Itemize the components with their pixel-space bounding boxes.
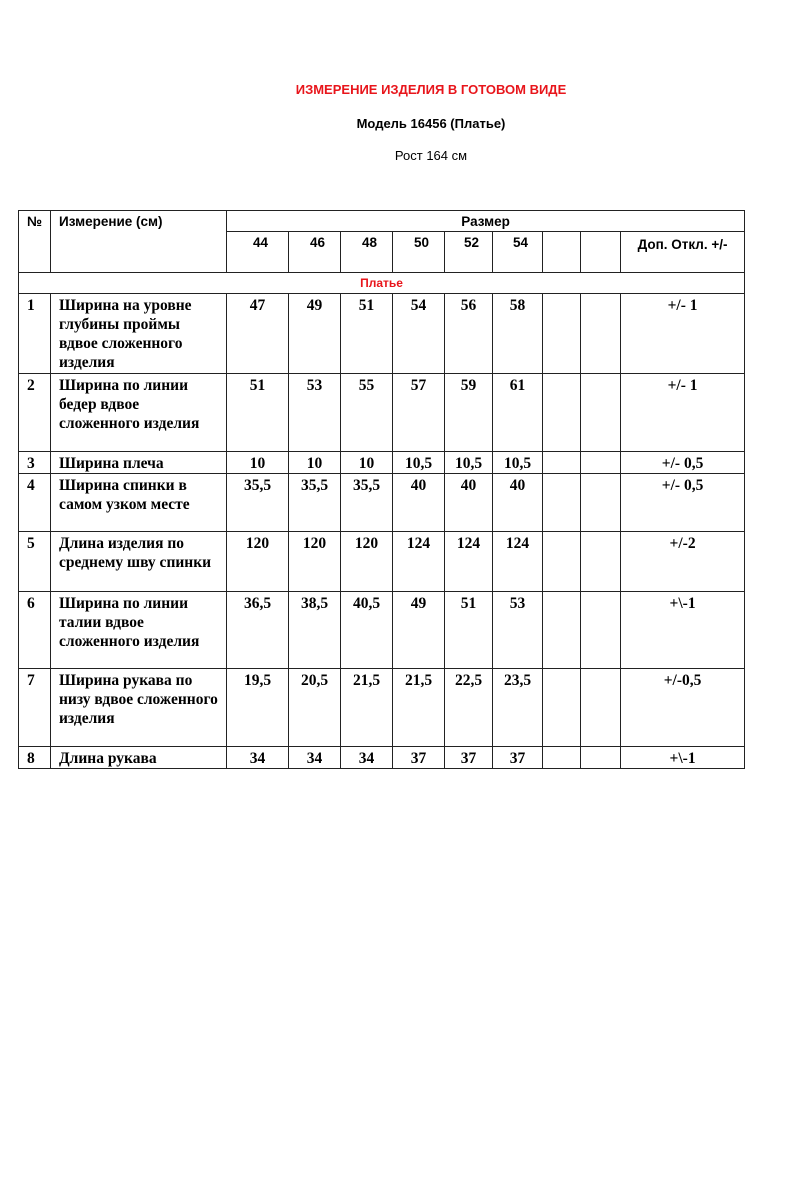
- value-cell: 124: [445, 532, 493, 592]
- value-cell: 120: [227, 532, 289, 592]
- size-header: 44: [227, 232, 289, 273]
- value-cell-empty: [543, 532, 581, 592]
- value-cell: 56: [445, 294, 493, 374]
- measurement-name: Ширина на уровне глубины проймы вдвое сложенного изделия: [51, 294, 227, 374]
- measurement-name: Длина изделия по среднему шву спинки: [51, 532, 227, 592]
- value-cell-empty: [543, 669, 581, 747]
- column-header-tolerance: Доп. Откл. +/-: [621, 232, 745, 273]
- tolerance-cell: +/- 0,5: [621, 452, 745, 474]
- tolerance-cell: +\-1: [621, 592, 745, 669]
- row-number: 4: [19, 474, 51, 532]
- value-cell: 51: [227, 374, 289, 452]
- value-cell: 20,5: [289, 669, 341, 747]
- value-cell: 38,5: [289, 592, 341, 669]
- model-line: Модель 16456 (Платье): [356, 116, 506, 131]
- value-cell: 35,5: [341, 474, 393, 532]
- value-cell-empty: [581, 294, 621, 374]
- value-cell: 35,5: [227, 474, 289, 532]
- header-row: [19, 211, 745, 232]
- value-cell: 51: [341, 294, 393, 374]
- value-cell: 34: [341, 747, 393, 769]
- row-number: 1: [19, 294, 51, 374]
- section-row: [19, 273, 745, 294]
- table-row: [19, 294, 745, 374]
- value-cell-empty: [581, 669, 621, 747]
- value-cell: 40: [493, 474, 543, 532]
- value-cell: 53: [289, 374, 341, 452]
- measurement-name: Ширина спинки в самом узком месте: [51, 474, 227, 532]
- value-cell-empty: [581, 747, 621, 769]
- value-cell: 58: [493, 294, 543, 374]
- value-cell: 23,5: [493, 669, 543, 747]
- value-cell: 55: [341, 374, 393, 452]
- section-label: Платье: [19, 273, 745, 294]
- measurement-name: Длина рукава: [51, 747, 227, 769]
- size-header: 48: [341, 232, 393, 273]
- measurement-table: [18, 210, 745, 769]
- value-cell: 47: [227, 294, 289, 374]
- value-cell: 51: [445, 592, 493, 669]
- value-cell: 53: [493, 592, 543, 669]
- value-cell: 40: [393, 474, 445, 532]
- tolerance-cell: +/- 0,5: [621, 474, 745, 532]
- tolerance-cell: +/- 1: [621, 294, 745, 374]
- value-cell: 59: [445, 374, 493, 452]
- value-cell-empty: [543, 374, 581, 452]
- value-cell: 40,5: [341, 592, 393, 669]
- value-cell-empty: [581, 374, 621, 452]
- measurement-name: Ширина по линии талии вдвое сложенного изделия: [51, 592, 227, 669]
- column-header-measurement: Измерение (см): [51, 211, 227, 273]
- value-cell: 10,5: [493, 452, 543, 474]
- size-header: 50: [393, 232, 445, 273]
- measurement-name: Ширина по линии бедер вдвое сложенного изделия: [51, 374, 227, 452]
- table-row: [19, 452, 745, 474]
- size-header: 46: [289, 232, 341, 273]
- value-cell: 35,5: [289, 474, 341, 532]
- value-cell: 10,5: [393, 452, 445, 474]
- tolerance-cell: +\-1: [621, 747, 745, 769]
- size-header-empty: [581, 232, 621, 273]
- table-row: [19, 747, 745, 769]
- row-number: 3: [19, 452, 51, 474]
- tolerance-cell: +/-2: [621, 532, 745, 592]
- tolerance-cell: +/-0,5: [621, 669, 745, 747]
- value-cell-empty: [543, 592, 581, 669]
- value-cell: 36,5: [227, 592, 289, 669]
- column-header-size: Размер: [227, 211, 745, 232]
- measurement-name: Ширина плеча: [51, 452, 227, 474]
- column-header-number: №: [19, 211, 51, 273]
- value-cell: 37: [445, 747, 493, 769]
- row-number: 8: [19, 747, 51, 769]
- value-cell: 21,5: [393, 669, 445, 747]
- value-cell-empty: [581, 474, 621, 532]
- value-cell: 61: [493, 374, 543, 452]
- value-cell-empty: [543, 474, 581, 532]
- value-cell-empty: [543, 294, 581, 374]
- value-cell: 37: [493, 747, 543, 769]
- value-cell: 124: [393, 532, 445, 592]
- size-header: 54: [493, 232, 543, 273]
- value-cell: 37: [393, 747, 445, 769]
- row-number: 6: [19, 592, 51, 669]
- size-header-empty: [543, 232, 581, 273]
- value-cell: 10: [341, 452, 393, 474]
- row-number: 2: [19, 374, 51, 452]
- row-number: 7: [19, 669, 51, 747]
- measurement-name: Ширина рукава по низу вдвое сложенного изделия: [51, 669, 227, 747]
- value-cell: 34: [289, 747, 341, 769]
- value-cell: 124: [493, 532, 543, 592]
- value-cell: 10,5: [445, 452, 493, 474]
- value-cell-empty: [543, 747, 581, 769]
- table-row: [19, 669, 745, 747]
- table-row: [19, 474, 745, 532]
- value-cell: 49: [393, 592, 445, 669]
- row-number: 5: [19, 532, 51, 592]
- value-cell: 40: [445, 474, 493, 532]
- value-cell-empty: [543, 452, 581, 474]
- value-cell: 54: [393, 294, 445, 374]
- table-row: [19, 592, 745, 669]
- height-line: Рост 164 см: [394, 148, 468, 163]
- value-cell: 120: [341, 532, 393, 592]
- tolerance-cell: +/- 1: [621, 374, 745, 452]
- value-cell: 19,5: [227, 669, 289, 747]
- value-cell-empty: [581, 452, 621, 474]
- value-cell: 120: [289, 532, 341, 592]
- value-cell: 10: [227, 452, 289, 474]
- value-cell-empty: [581, 532, 621, 592]
- document-title: ИЗМЕРЕНИЕ ИЗДЕЛИЯ В ГОТОВОМ ВИДЕ: [295, 82, 567, 97]
- table-row: [19, 374, 745, 452]
- value-cell-empty: [581, 592, 621, 669]
- value-cell: 34: [227, 747, 289, 769]
- value-cell: 49: [289, 294, 341, 374]
- value-cell: 10: [289, 452, 341, 474]
- value-cell: 57: [393, 374, 445, 452]
- size-header: 52: [445, 232, 493, 273]
- value-cell: 22,5: [445, 669, 493, 747]
- value-cell: 21,5: [341, 669, 393, 747]
- table-row: [19, 532, 745, 592]
